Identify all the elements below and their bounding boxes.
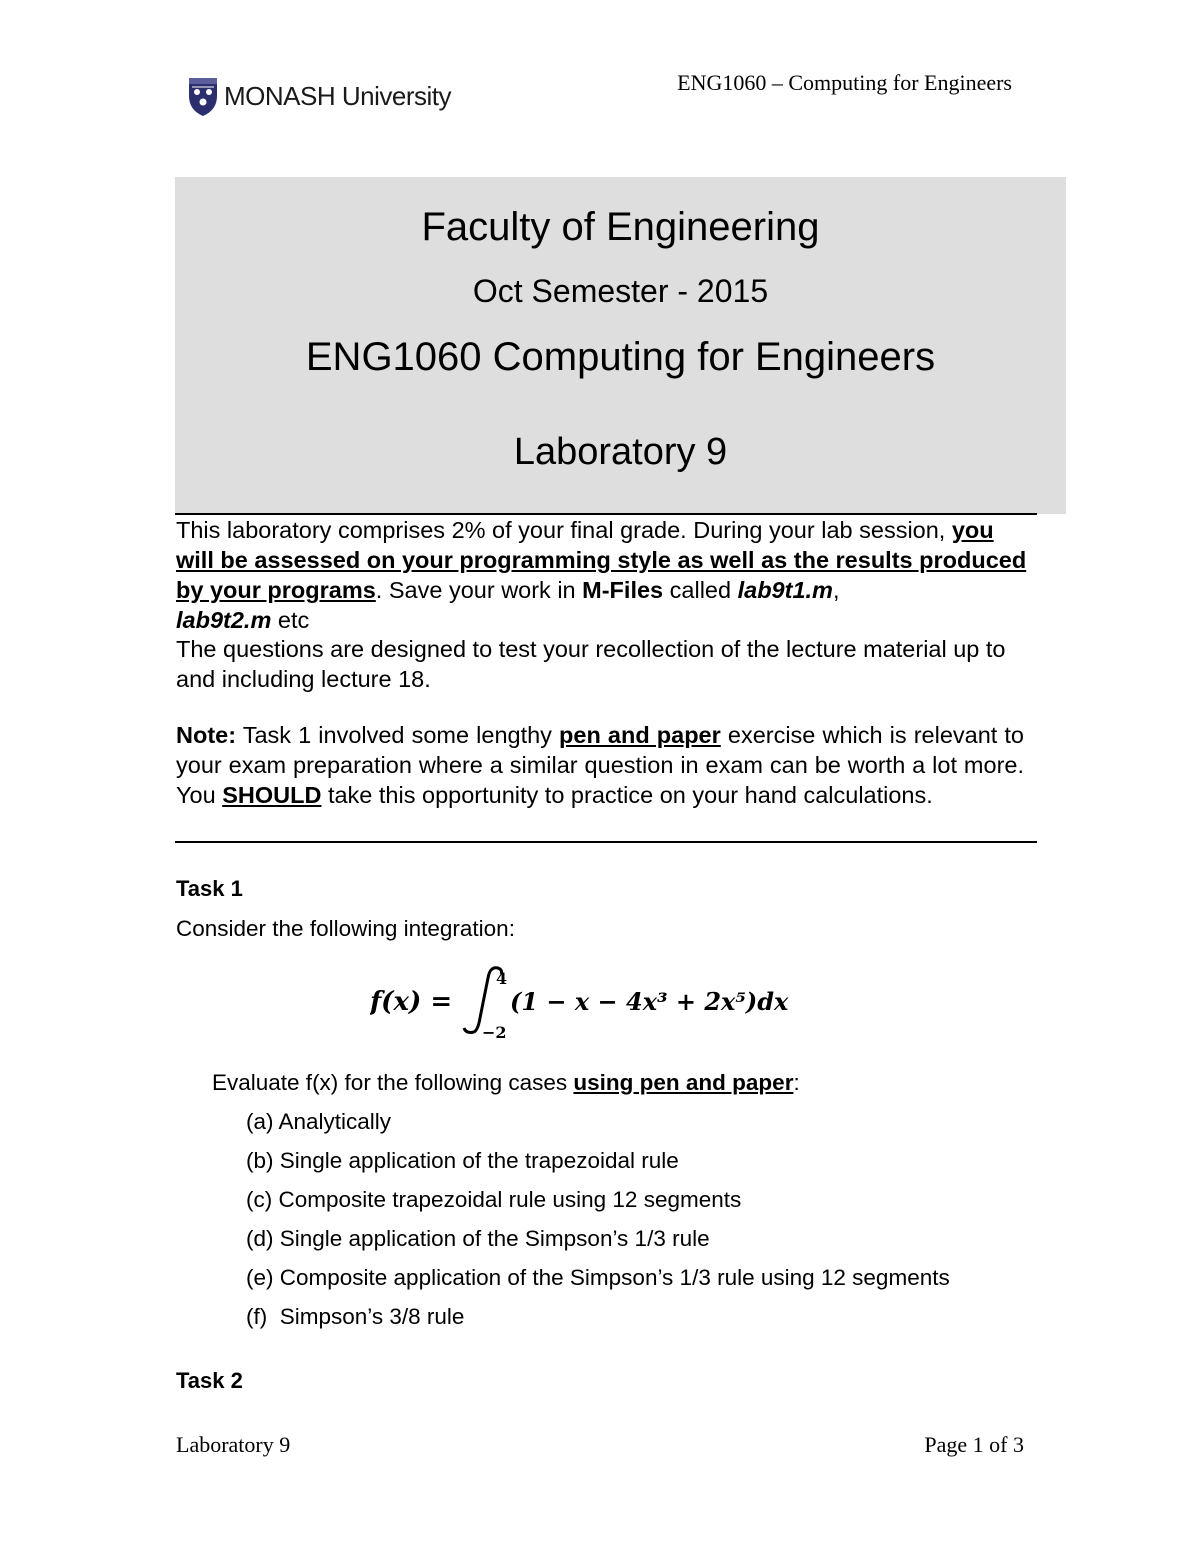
assessment-emphasis: you will be assessed on your programming style as well as the results produced by your programs <box>176 517 1027 603</box>
intro-text: This laboratory comprises 2% of your final grade. During your lab session, <box>176 517 952 543</box>
note-label: Note: <box>176 722 237 748</box>
title-box <box>175 177 1066 514</box>
note-paragraph <box>176 720 1024 810</box>
evaluate-emphasis: using pen and paper <box>573 1070 794 1095</box>
list-item: (c) Composite trapezoidal rule using 12 segments <box>246 1187 742 1212</box>
evaluate-text: Evaluate f(x) for the following cases <box>212 1070 574 1095</box>
semester-title: Oct Semester - 2015 <box>472 273 769 309</box>
recollection-paragraph: The questions are designed to test your recollection of the lecture material up to and including lecture 18. <box>176 636 1006 692</box>
footer-lab: Laboratory 9 <box>176 1432 291 1457</box>
list-item: (a) Analytically <box>246 1109 392 1134</box>
crest-icon <box>186 74 220 118</box>
upper-limit: 4 <box>496 969 508 988</box>
task1-intro: Consider the following integration: <box>176 916 515 941</box>
mfiles-term: M-Files <box>582 577 664 603</box>
intro-text: , <box>832 577 840 603</box>
task2-heading: Task 2 <box>176 1368 243 1393</box>
note-text: exercise which is relevant to your exam preparation where a similar question in exam can be worth a lot more. You <box>176 722 1024 808</box>
equation-lhs: f(x) = <box>370 987 453 1017</box>
list-item: (d) Single application of the Simpson’s 1/3 rule <box>246 1226 710 1251</box>
list-item: (f) Simpson’s 3/8 rule <box>246 1304 465 1329</box>
divider-bottom <box>175 841 1037 843</box>
header-course-title: ENG1060 – Computing for Engineers <box>677 70 1012 95</box>
university-logo <box>186 74 451 118</box>
intro-text: . Save your work in <box>375 577 583 603</box>
note-text: take this opportunity to practice on your hand calculations. <box>321 782 933 808</box>
case-list <box>246 1108 950 1342</box>
intro-text: called <box>663 577 738 603</box>
filename: lab9t2.m <box>176 607 272 633</box>
evaluate-instruction <box>212 1070 800 1096</box>
lab-title: Laboratory 9 <box>513 431 728 473</box>
course-title: ENG1060 Computing for Engineers <box>305 335 936 379</box>
intro-paragraph <box>176 515 1036 635</box>
list-item: (e) Composite application of the Simpson’s 1/3 rule using 12 segments <box>246 1265 950 1290</box>
task1-heading: Task 1 <box>176 876 243 901</box>
footer-page-number: Page 1 of 3 <box>924 1432 1024 1457</box>
integrand: (1 − x − 4x³ + 2x⁵)dx <box>510 987 789 1016</box>
intro-text: etc <box>271 607 310 633</box>
faculty-title: Faculty of Engineering <box>421 205 820 249</box>
note-text: Task 1 involved some lengthy <box>236 722 560 748</box>
evaluate-text: : <box>793 1070 800 1095</box>
lower-limit: −2 <box>482 1023 507 1042</box>
integral-equation <box>370 962 790 1042</box>
note-emphasis: pen and paper <box>559 722 721 748</box>
note-emphasis: SHOULD <box>222 782 322 808</box>
filename: lab9t1.m <box>737 577 833 603</box>
logo-wordmark: MONASH University <box>224 81 451 111</box>
list-item: (b) Single application of the trapezoidal rule <box>246 1148 679 1173</box>
